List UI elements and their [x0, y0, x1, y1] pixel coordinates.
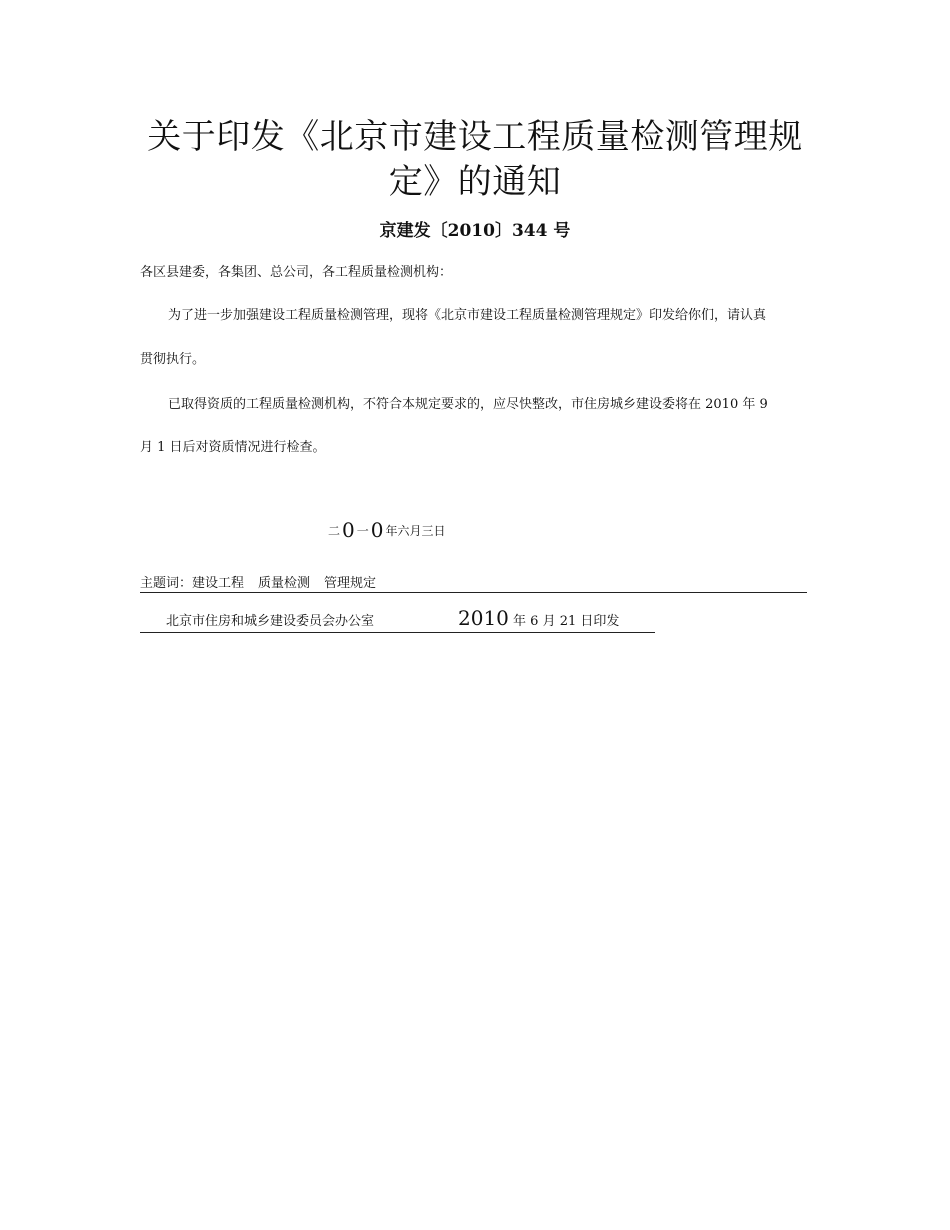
- print-year: 2010: [458, 606, 509, 630]
- document-title-line-2: 定》的通知: [388, 162, 562, 202]
- paragraph-1-line-2: 贯彻执行。: [140, 352, 206, 367]
- date-part-1: 二: [328, 524, 341, 538]
- subject-keyword: 管理规定: [324, 576, 377, 591]
- document-number: 京建发〔2010〕344 号: [379, 221, 571, 241]
- subject-label: 主题词：: [140, 576, 193, 591]
- date-part-3: 一: [356, 524, 369, 538]
- issuer-row: [140, 606, 655, 633]
- subject-keyword: 质量检测: [258, 576, 311, 591]
- document-title-line-1: 关于印发《北京市建设工程质量检测管理规: [147, 117, 803, 157]
- date-part-2: 0: [342, 518, 355, 542]
- date-part-4: 0: [370, 518, 384, 542]
- paragraph-1-line-1: 为了进一步加强建设工程质量检测管理，现将《北京市建设工程质量检测管理规定》印发给你们，请认真: [168, 308, 767, 323]
- date-part-5: 年六月三日: [385, 524, 446, 538]
- salutation: 各区县建委，各集团、总公司，各工程质量检测机构：: [140, 265, 453, 280]
- issue-date: [328, 518, 446, 542]
- subject-keywords-row: [140, 576, 807, 593]
- paragraph-2-line-2: 月 1 日后对资质情况进行检查。: [140, 440, 326, 455]
- print-date: [458, 608, 619, 632]
- print-date-text: 年 6 月 21 日印发: [513, 614, 620, 629]
- issuing-office: 北京市住房和城乡建设委员会办公室: [166, 614, 375, 629]
- paragraph-2-line-1: 已取得资质的工程质量检测机构，不符合本规定要求的，应尽快整改，市住房城乡建设委将在 2010 年 9: [168, 397, 768, 412]
- subject-keyword: 建设工程: [192, 576, 245, 591]
